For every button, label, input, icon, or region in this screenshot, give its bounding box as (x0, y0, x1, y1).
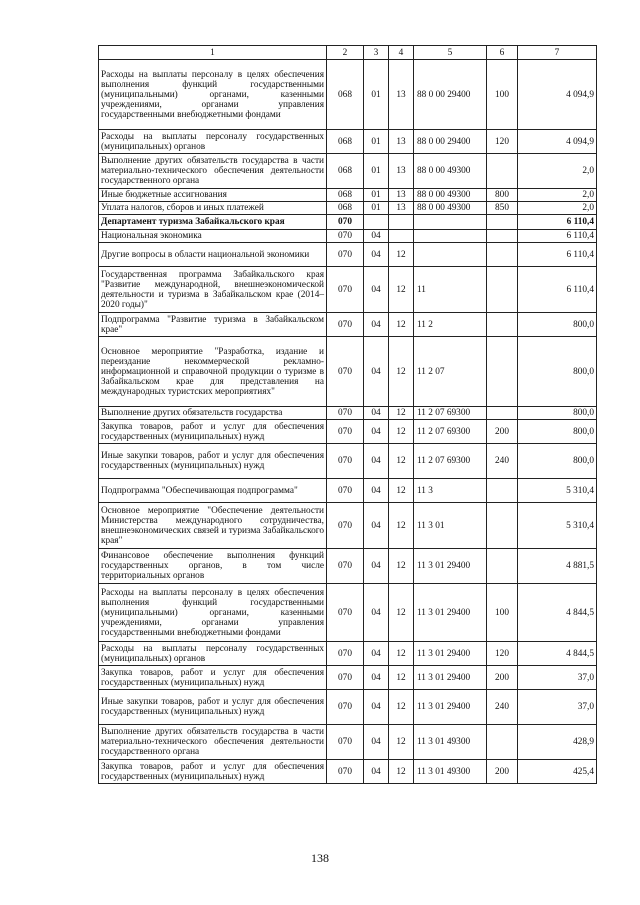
row-pr-cell: 12 (389, 407, 414, 420)
row-pr-cell: 13 (389, 189, 414, 202)
row-rz-cell: 04 (364, 666, 389, 690)
column-header: 7 (518, 46, 597, 60)
row-vr-cell (487, 313, 518, 337)
row-sum-cell: 800,0 (518, 444, 597, 479)
table-row (99, 690, 597, 725)
table-row (99, 130, 597, 154)
row-sum-cell: 6 110,4 (518, 215, 597, 230)
row-ved-cell: 068 (327, 202, 364, 215)
row-sum-cell: 6 110,4 (518, 230, 597, 243)
table-row (99, 725, 597, 760)
row-ved-cell: 070 (327, 479, 364, 503)
row-csr-cell: 11 3 (414, 479, 487, 503)
row-rz-cell (364, 215, 389, 230)
row-ved-cell: 070 (327, 760, 364, 784)
row-sum-cell: 800,0 (518, 420, 597, 444)
row-csr-cell: 11 3 01 49300 (414, 760, 487, 784)
row-csr-cell: 11 3 01 49300 (414, 725, 487, 760)
row-sum-cell: 5 310,4 (518, 479, 597, 503)
row-name-cell: Расходы на выплаты персоналу государственных (муниципальных) органов (99, 642, 327, 666)
row-vr-cell: 240 (487, 444, 518, 479)
row-rz-cell: 04 (364, 230, 389, 243)
row-ved-cell: 070 (327, 337, 364, 407)
table-row (99, 189, 597, 202)
row-name-cell: Подпрограмма "Обеспечивающая подпрограмма" (99, 479, 327, 503)
row-vr-cell (487, 479, 518, 503)
row-sum-cell: 4 094,9 (518, 130, 597, 154)
row-rz-cell: 01 (364, 130, 389, 154)
row-ved-cell: 070 (327, 267, 364, 313)
row-vr-cell (487, 154, 518, 189)
row-ved-cell: 068 (327, 154, 364, 189)
row-vr-cell (487, 407, 518, 420)
row-rz-cell: 04 (364, 584, 389, 642)
row-sum-cell: 6 110,4 (518, 243, 597, 267)
row-rz-cell: 04 (364, 549, 389, 584)
document-page (98, 45, 596, 784)
row-ved-cell: 070 (327, 666, 364, 690)
row-name-cell: Департамент туризма Забайкальского края (99, 215, 327, 230)
row-csr-cell (414, 230, 487, 243)
row-pr-cell: 12 (389, 479, 414, 503)
row-ved-cell: 070 (327, 690, 364, 725)
row-ved-cell: 070 (327, 215, 364, 230)
row-name-cell: Выполнение других обязательств государства в части материально-технического обеспечения деятельности государственного органа (99, 725, 327, 760)
table-row (99, 60, 597, 130)
row-sum-cell: 2,0 (518, 154, 597, 189)
row-rz-cell: 04 (364, 642, 389, 666)
row-pr-cell: 12 (389, 243, 414, 267)
row-ved-cell: 070 (327, 313, 364, 337)
row-csr-cell: 11 2 07 69300 (414, 407, 487, 420)
row-vr-cell (487, 337, 518, 407)
row-vr-cell: 120 (487, 642, 518, 666)
row-pr-cell: 13 (389, 154, 414, 189)
row-csr-cell: 11 3 01 29400 (414, 642, 487, 666)
row-pr-cell: 12 (389, 503, 414, 549)
row-name-cell: Финансовое обеспечение выполнения функций государственных органов, в том числе территориальных органов (99, 549, 327, 584)
table-row (99, 503, 597, 549)
row-name-cell: Выполнение других обязательств государства (99, 407, 327, 420)
row-ved-cell: 070 (327, 549, 364, 584)
row-csr-cell: 11 2 (414, 313, 487, 337)
row-sum-cell: 37,0 (518, 666, 597, 690)
row-rz-cell: 04 (364, 503, 389, 549)
row-rz-cell: 04 (364, 337, 389, 407)
row-pr-cell: 12 (389, 584, 414, 642)
table-row (99, 479, 597, 503)
row-name-cell: Расходы на выплаты персоналу в целях обеспечения выполнения функций государственными (муниципальными) органами, казенными учреждениями, органами управления государственными внебюджетными фондами (99, 60, 327, 130)
row-csr-cell: 88 0 00 49300 (414, 154, 487, 189)
row-ved-cell: 068 (327, 189, 364, 202)
row-name-cell: Государственная программа Забайкальского края "Развитие международной, внешнеэкономической деятельности и туризма в Забайкальском крае (2014–2020 годы)" (99, 267, 327, 313)
row-csr-cell: 11 2 07 69300 (414, 444, 487, 479)
row-vr-cell: 120 (487, 130, 518, 154)
row-csr-cell: 11 3 01 29400 (414, 549, 487, 584)
row-rz-cell: 04 (364, 243, 389, 267)
row-vr-cell (487, 215, 518, 230)
row-name-cell: Закупка товаров, работ и услуг для обеспечения государственных (муниципальных) нужд (99, 420, 327, 444)
table-row (99, 407, 597, 420)
row-vr-cell: 200 (487, 420, 518, 444)
row-name-cell: Другие вопросы в области национальной экономики (99, 243, 327, 267)
column-header: 5 (414, 46, 487, 60)
column-header: 4 (389, 46, 414, 60)
table-row (99, 760, 597, 784)
row-pr-cell (389, 215, 414, 230)
row-rz-cell: 04 (364, 267, 389, 313)
row-name-cell: Основное мероприятие "Разработка, издание и переиздание некоммерческой рекламно-информационной и справочной продукции о туризме в Забайкальском крае для представления на международных туристских мероприятиях" (99, 337, 327, 407)
row-ved-cell: 070 (327, 444, 364, 479)
row-ved-cell: 070 (327, 243, 364, 267)
row-ved-cell: 070 (327, 503, 364, 549)
row-name-cell: Расходы на выплаты персоналу в целях обеспечения выполнения функций государственными (муниципальными) органами, казенными учреждениями, органами управления государственными внебюджетными фондами (99, 584, 327, 642)
row-vr-cell: 100 (487, 60, 518, 130)
row-name-cell: Закупка товаров, работ и услуг для обеспечения государственных (муниципальных) нужд (99, 666, 327, 690)
row-csr-cell: 11 3 01 29400 (414, 584, 487, 642)
row-rz-cell: 04 (364, 690, 389, 725)
row-ved-cell: 070 (327, 584, 364, 642)
row-csr-cell: 11 3 01 29400 (414, 666, 487, 690)
column-header: 3 (364, 46, 389, 60)
row-name-cell: Иные закупки товаров, работ и услуг для обеспечения государственных (муниципальных) нужд (99, 690, 327, 725)
row-rz-cell: 01 (364, 189, 389, 202)
row-pr-cell: 12 (389, 420, 414, 444)
row-csr-cell: 11 3 01 (414, 503, 487, 549)
row-sum-cell: 2,0 (518, 202, 597, 215)
row-pr-cell: 12 (389, 267, 414, 313)
row-pr-cell: 12 (389, 444, 414, 479)
row-pr-cell: 12 (389, 337, 414, 407)
row-sum-cell: 425,4 (518, 760, 597, 784)
row-rz-cell: 01 (364, 154, 389, 189)
column-header: 2 (327, 46, 364, 60)
row-name-cell: Закупка товаров, работ и услуг для обеспечения государственных (муниципальных) нужд (99, 760, 327, 784)
row-name-cell: Подпрограмма "Развитие туризма в Забайкальском крае" (99, 313, 327, 337)
row-csr-cell: 11 3 01 29400 (414, 690, 487, 725)
row-rz-cell: 04 (364, 313, 389, 337)
row-csr-cell: 11 2 07 (414, 337, 487, 407)
row-csr-cell: 11 (414, 267, 487, 313)
row-csr-cell (414, 243, 487, 267)
row-name-cell: Выполнение других обязательств государства в части материально-технического обеспечения деятельности государственного органа (99, 154, 327, 189)
row-csr-cell: 88 0 00 49300 (414, 202, 487, 215)
row-sum-cell: 2,0 (518, 189, 597, 202)
row-vr-cell (487, 230, 518, 243)
row-sum-cell: 800,0 (518, 337, 597, 407)
row-vr-cell (487, 243, 518, 267)
row-rz-cell: 04 (364, 479, 389, 503)
row-pr-cell: 12 (389, 690, 414, 725)
row-pr-cell: 13 (389, 60, 414, 130)
row-pr-cell: 12 (389, 760, 414, 784)
row-vr-cell: 850 (487, 202, 518, 215)
table-row (99, 230, 597, 243)
row-rz-cell: 04 (364, 444, 389, 479)
row-sum-cell: 5 310,4 (518, 503, 597, 549)
table-row (99, 337, 597, 407)
page-number: 138 (311, 851, 329, 865)
row-name-cell: Национальная экономика (99, 230, 327, 243)
table-row (99, 444, 597, 479)
budget-table (98, 45, 597, 784)
row-sum-cell: 4 844,5 (518, 642, 597, 666)
row-vr-cell: 240 (487, 690, 518, 725)
row-ved-cell: 070 (327, 407, 364, 420)
row-pr-cell: 12 (389, 313, 414, 337)
row-name-cell: Основное мероприятие "Обеспечение деятельности Министерства международного сотрудничества, внешнеэкономических связей и туризма Забайкальского края" (99, 503, 327, 549)
table-row (99, 666, 597, 690)
row-rz-cell: 04 (364, 420, 389, 444)
row-pr-cell: 12 (389, 549, 414, 584)
row-pr-cell: 12 (389, 666, 414, 690)
table-header-row (99, 46, 597, 60)
column-header: 1 (99, 46, 327, 60)
row-ved-cell: 068 (327, 60, 364, 130)
row-csr-cell: 88 0 00 49300 (414, 189, 487, 202)
row-csr-cell: 88 0 00 29400 (414, 130, 487, 154)
row-vr-cell: 800 (487, 189, 518, 202)
row-vr-cell (487, 549, 518, 584)
row-rz-cell: 01 (364, 60, 389, 130)
row-name-cell: Уплата налогов, сборов и иных платежей (99, 202, 327, 215)
row-rz-cell: 01 (364, 202, 389, 215)
table-row (99, 549, 597, 584)
row-sum-cell: 428,9 (518, 725, 597, 760)
row-vr-cell: 100 (487, 584, 518, 642)
table-row (99, 642, 597, 666)
row-name-cell: Расходы на выплаты персоналу государственных (муниципальных) органов (99, 130, 327, 154)
table-body (99, 60, 597, 784)
table-row (99, 215, 597, 230)
row-csr-cell: 11 2 07 69300 (414, 420, 487, 444)
row-ved-cell: 070 (327, 230, 364, 243)
row-ved-cell: 070 (327, 420, 364, 444)
row-sum-cell: 6 110,4 (518, 267, 597, 313)
row-name-cell: Иные бюджетные ассигнования (99, 189, 327, 202)
row-pr-cell: 12 (389, 642, 414, 666)
table-row (99, 267, 597, 313)
table-row (99, 243, 597, 267)
row-rz-cell: 04 (364, 407, 389, 420)
table-row (99, 154, 597, 189)
table-row (99, 313, 597, 337)
row-vr-cell: 200 (487, 666, 518, 690)
row-name-cell: Иные закупки товаров, работ и услуг для обеспечения государственных (муниципальных) нужд (99, 444, 327, 479)
column-header: 6 (487, 46, 518, 60)
row-ved-cell: 068 (327, 130, 364, 154)
row-vr-cell (487, 503, 518, 549)
row-pr-cell: 13 (389, 130, 414, 154)
row-rz-cell: 04 (364, 725, 389, 760)
row-sum-cell: 800,0 (518, 313, 597, 337)
row-sum-cell: 800,0 (518, 407, 597, 420)
row-sum-cell: 4 094,9 (518, 60, 597, 130)
row-vr-cell (487, 267, 518, 313)
row-pr-cell: 13 (389, 202, 414, 215)
row-csr-cell (414, 215, 487, 230)
row-ved-cell: 070 (327, 642, 364, 666)
row-csr-cell: 88 0 00 29400 (414, 60, 487, 130)
row-vr-cell (487, 725, 518, 760)
table-row (99, 420, 597, 444)
row-pr-cell (389, 230, 414, 243)
row-ved-cell: 070 (327, 725, 364, 760)
row-sum-cell: 4 844,5 (518, 584, 597, 642)
row-rz-cell: 04 (364, 760, 389, 784)
row-pr-cell: 12 (389, 725, 414, 760)
row-vr-cell: 200 (487, 760, 518, 784)
row-sum-cell: 37,0 (518, 690, 597, 725)
table-row (99, 202, 597, 215)
table-row (99, 584, 597, 642)
row-sum-cell: 4 881,5 (518, 549, 597, 584)
